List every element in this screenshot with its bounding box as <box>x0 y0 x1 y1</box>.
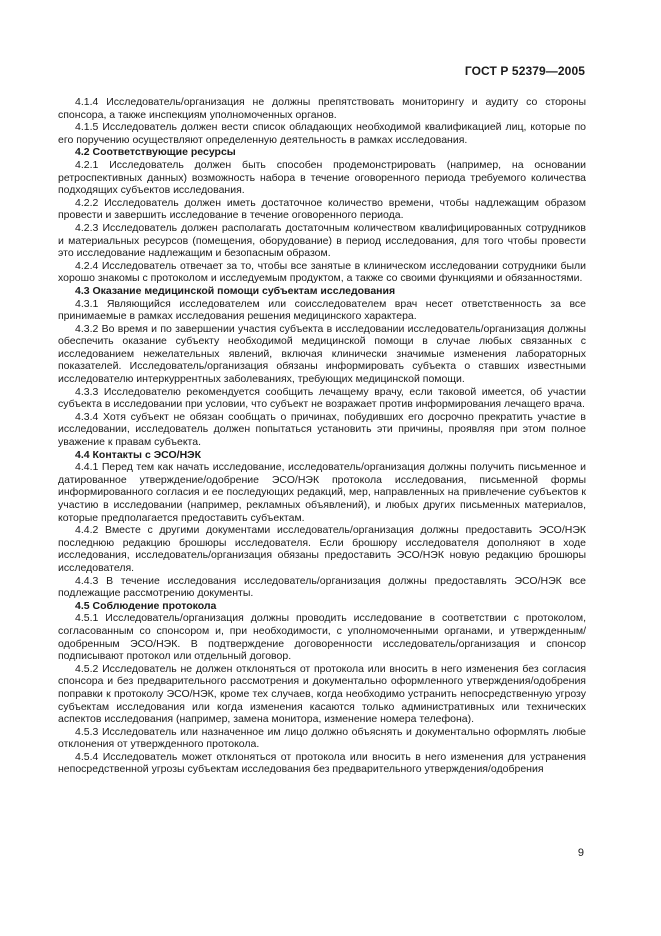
heading-4-2: 4.2 Соответствующие ресурсы <box>75 146 236 159</box>
para-4-1-4: 4.1.4 Исследователь/организация не должны препятствовать мониторингу и аудиту со стороны спонсора, а также инспекциям уполномоченных органов. <box>58 96 586 121</box>
para-4-5-2: 4.5.2 Исследователь не должен отклоняться от протокола или вносить в него изменения без согласия спонсора и без предварительного рассмотрения и документально оформленного утверждения/одобрения поправки к протоколу ЭСО/НЭК, кроме тех случаев, когда необходимо устранить непосредственную угрозу субъектам исследования или когда изменения касаются только административных или технических аспектов исследования (например, замена монитора, изменение номера телефона). <box>58 662 586 726</box>
para-4-2-3: 4.2.3 Исследователь должен располагать достаточным количеством квалифицированных сотрудников и материальных ресурсов (помещения, оборудование) в период исследования, для того чтобы провести это исследование надлежащим и безопасным образом. <box>58 221 586 260</box>
para-4-2-2: 4.2.2 Исследователь должен иметь достаточное количество времени, чтобы надлежащим образом провести и завершить исследование в течение оговоренного периода. <box>58 196 586 222</box>
para-4-2-1: 4.2.1 Исследователь должен быть способен продемонстрировать (например, на основании ретроспективных данных) возможность набора в течение оговоренного периода требуемого количества подходящих субъектов исследования. <box>58 158 586 197</box>
para-4-3-2: 4.3.2 Во время и по завершении участия субъекта в исследовании исследователь/организация должны обеспечить оказание субъекту необходимой медицинской помощи в случае любых связанных с исследованием нежелательных явлений, включая клинически значимые изменения лабораторных показателей. Исследователь/организация обязаны информировать субъекта о ставших известными исследователю интеркуррентных заболеваниях, требующих медицинской помощи. <box>58 322 586 386</box>
para-4-3-3: 4.3.3 Исследователю рекомендуется сообщить лечащему врачу, если таковой имеется, об участии субъекта в исследовании при условии, что субъект не возражает против информирования лечащего врача. <box>58 385 586 411</box>
para-4-5-1: 4.5.1 Исследователь/организация должны проводить исследование в соответствии с протоколом, согласованным со спонсором и, при необходимости, с уполномоченными органами, и утвержденным/одобренным ЭСО/НЭК. В подтверждение договоренности исследователь/организация и спонсор подписывают протокол или отдельный договор. <box>58 612 586 663</box>
heading-4-4: 4.4 Контакты с ЭСО/НЭК <box>75 448 202 461</box>
para-4-5-4: 4.5.4 Исследователь может отклоняться от протокола или вносить в него изменения для устранения непосредственной угрозы субъектам исследования без предварительного утверждения/одобрения <box>58 750 586 776</box>
page-number: 9 <box>577 847 584 859</box>
para-4-4-2: 4.4.2 Вместе с другими документами исследователь/организация должны предоставить ЭСО/НЭК последнюю редакцию брошюры исследователя. Если брошюру исследователя дополняют в ходе исследования, исследователь/организация обязаны предоставить ЭСО/НЭК новую редакцию брошюры исследователя. <box>58 524 586 574</box>
document-standard-id: ГОСТ Р 52379—2005 <box>464 64 585 78</box>
para-4-1-5: 4.1.5 Исследователь должен вести список обладающих необходимой квалификацией лиц, которые по его поручению осуществляют определенную деятельность в рамках исследования. <box>58 121 586 146</box>
heading-4-3: 4.3 Оказание медицинской помощи субъектам исследования <box>75 284 396 297</box>
para-4-4-3: 4.4.3 В течение исследования исследователь/организация должны предоставлять ЭСО/НЭК все подлежащие рассмотрению документы. <box>58 574 586 600</box>
para-4-3-1: 4.3.1 Являющийся исследователем или соисследователем врач несет ответственность за все принимаемые в рамках исследования решения медицинского характера. <box>58 297 586 323</box>
para-4-4-1: 4.4.1 Перед тем как начать исследование, исследователь/организация должны получить письменное и датированное утверждение/одобрение ЭСО/НЭК протокола исследования, письменной формы информированного согласия и ее последующих редакций, мер, направленных на привлечение субъектов к участию в исследовании (например, рекламных объявлений), и любых других письменных материалов, которые предполагается предоставить субъектам. <box>58 461 586 524</box>
para-4-3-4: 4.3.4 Хотя субъект не обязан сообщать о причинах, побудивших его досрочно прекратить участие в исследовании, исследователь должен попытаться установить эти причины, проявляя при этом полное уважение к правам субъекта. <box>58 410 586 449</box>
heading-4-5: 4.5 Соблюдение протокола <box>75 599 217 612</box>
para-4-2-4: 4.2.4 Исследователь отвечает за то, чтобы все занятые в клиническом исследовании сотрудники были хорошо знакомы с протоколом и исследуемым продуктом, а также со своими функциями и обязанностями. <box>58 259 586 285</box>
para-4-5-3: 4.5.3 Исследователь или назначенное им лицо должно объяснять и документально оформлять любые отклонения от утвержденного протокола. <box>58 725 586 751</box>
document-body <box>58 96 586 776</box>
